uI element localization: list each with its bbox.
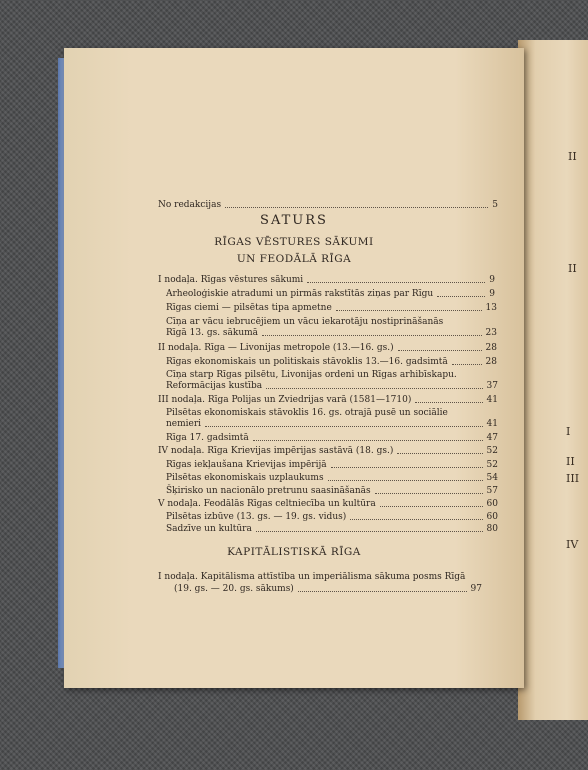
dot-leader xyxy=(266,388,482,389)
facing-page-mark: I xyxy=(566,425,571,438)
toc-subentry xyxy=(166,370,497,381)
dot-leader xyxy=(336,310,482,311)
toc-entry-text: Rīgā 13. gs. sākumā xyxy=(166,328,259,338)
facing-page-mark: II xyxy=(568,150,577,163)
dot-leader xyxy=(262,335,481,336)
toc-entry-text: Pilsētas ekonomiskais stāvoklis 16. gs. otrajā pusē un sociālie xyxy=(166,408,448,418)
dot-leader xyxy=(205,426,483,427)
toc-page-number: 23 xyxy=(485,328,497,338)
toc-chapter xyxy=(158,499,498,510)
toc-chapter xyxy=(158,343,497,354)
toc-subentry xyxy=(166,460,498,471)
toc-page-number: 97 xyxy=(470,584,482,594)
toc-page-number: 41 xyxy=(486,419,498,429)
toc-subentry xyxy=(166,328,497,339)
facing-page xyxy=(518,40,588,720)
toc-entry-text: Arheoloģiskie atradumi un pirmās rakstītās ziņas par Rīgu xyxy=(166,289,434,299)
toc-entry-text: Cīņa ar vācu iebrucējiem un vācu iekarotāju nostiprināšanās xyxy=(166,317,444,327)
dot-leader xyxy=(415,402,482,403)
toc-subentry xyxy=(166,512,498,523)
toc-entry-text: I nodaļa. Rīgas vēstures sākumi xyxy=(158,275,304,285)
toc-chapter xyxy=(158,395,498,406)
dot-leader xyxy=(437,296,485,297)
toc-entry-text: Rīga 17. gadsimtā xyxy=(166,433,249,443)
toc-entry-text: (19. gs. — 20. gs. sākums) xyxy=(174,584,294,594)
toc-entry-text: No redakcijas xyxy=(158,200,222,210)
toc-page-number: 54 xyxy=(486,473,498,483)
section-heading-line: RĪGAS VĒSTURES SĀKUMI xyxy=(214,236,374,248)
toc-subentry xyxy=(174,584,482,595)
toc-subentry xyxy=(166,303,497,314)
toc-entry-text: I nodaļa. Kapitālisma attīstība un imperiālisma sākuma posms Rīgā xyxy=(158,572,466,582)
dot-leader xyxy=(225,207,488,208)
toc-page-number: 52 xyxy=(486,446,498,456)
section-heading-line: UN FEODĀLĀ RĪGA xyxy=(236,253,352,265)
toc-entry-text: Pilsētas ekonomiskais uzplaukums xyxy=(166,473,324,483)
dot-leader xyxy=(253,440,483,441)
toc-page-number: 9 xyxy=(489,275,495,285)
toc-entry-text: Rīgas ciemi — pilsētas tipa apmetne xyxy=(166,303,332,313)
toc-subentry xyxy=(166,381,498,392)
dot-leader xyxy=(350,519,482,520)
facing-page-mark: IV xyxy=(566,538,579,551)
dot-leader xyxy=(375,493,483,494)
toc-chapter xyxy=(158,275,495,286)
toc-entry-text: nemieri xyxy=(166,419,202,429)
facing-page-mark: II xyxy=(568,262,577,275)
toc-subentry xyxy=(166,433,498,444)
toc-page-number: 5 xyxy=(492,200,498,210)
contents-page xyxy=(64,48,524,688)
toc-entry-text: Cīņa starp Rīgas pilsētu, Livonijas ordeni un Rīgas arhibīskapu. xyxy=(166,370,457,380)
toc-entry-text: II nodaļa. Rīga — Livonijas metropole (13.—16. gs.) xyxy=(158,343,394,353)
toc-chapter xyxy=(158,446,498,457)
toc-page-number: 13 xyxy=(485,303,497,313)
toc-entry-text: III nodaļa. Rīga Polijas un Zviedrijas varā (1581—1710) xyxy=(158,395,412,405)
toc-subentry xyxy=(166,486,498,497)
toc-chapter xyxy=(158,572,498,583)
toc-page-number: 28 xyxy=(485,343,497,353)
toc-subentry xyxy=(166,317,497,328)
toc-entry-text: IV nodaļa. Rīga Krievijas impērijas sastāvā (18. gs.) xyxy=(158,446,394,456)
toc-entry-text: Šķiriskо un nacionālo pretrunu saasināšanās xyxy=(166,486,371,496)
toc-entry-text: Rīgas ekonomiskais un politiskais stāvoklis 13.—16. gadsimtā xyxy=(166,357,448,367)
toc-page-number: 9 xyxy=(489,289,495,299)
toc-entry-text: V nodaļa. Feodālās Rīgas celtniecība un kultūra xyxy=(158,499,376,509)
toc-entry xyxy=(158,200,498,211)
dot-leader xyxy=(452,364,482,365)
toc-page-number: 52 xyxy=(486,460,498,470)
toc-subentry xyxy=(166,419,498,430)
dot-leader xyxy=(307,282,485,283)
toc-entry-text: Rīgas iekļaušana Krievijas impērijā xyxy=(166,460,327,470)
dot-leader xyxy=(328,480,483,481)
page-title: SATURS xyxy=(260,213,328,228)
toc-page-number: 47 xyxy=(486,433,498,443)
section-heading xyxy=(64,544,524,561)
dot-leader xyxy=(256,531,483,532)
toc-page-number: 37 xyxy=(486,381,498,391)
facing-page-mark: II xyxy=(566,455,575,468)
dot-leader xyxy=(331,467,483,468)
toc-subentry xyxy=(166,524,498,535)
toc-page-number: 60 xyxy=(486,499,498,509)
toc-page-number: 28 xyxy=(485,357,497,367)
toc-page-number: 60 xyxy=(486,512,498,522)
toc-entry-text: Sadzīve un kultūra xyxy=(166,524,252,534)
dot-leader xyxy=(298,591,467,592)
toc-entry-text: Reformācijas kustība xyxy=(166,381,263,391)
toc-subentry xyxy=(166,473,498,484)
dot-leader xyxy=(397,453,482,454)
toc-subentry xyxy=(166,408,498,419)
toc-entry-text: Pilsētas izbūve (13. gs. — 19. gs. vidus) xyxy=(166,512,347,522)
toc-subentry xyxy=(166,289,495,300)
facing-page-mark: III xyxy=(566,472,580,485)
toc-page-number: 80 xyxy=(486,524,498,534)
toc-page-number: 41 xyxy=(486,395,498,405)
section-heading-line: KAPITĀLISTISKĀ RĪGA xyxy=(227,546,361,558)
toc-subentry xyxy=(166,357,497,368)
section-heading xyxy=(64,234,524,268)
toc-page-number: 57 xyxy=(486,486,498,496)
dot-leader xyxy=(398,350,482,351)
dot-leader xyxy=(380,506,483,507)
